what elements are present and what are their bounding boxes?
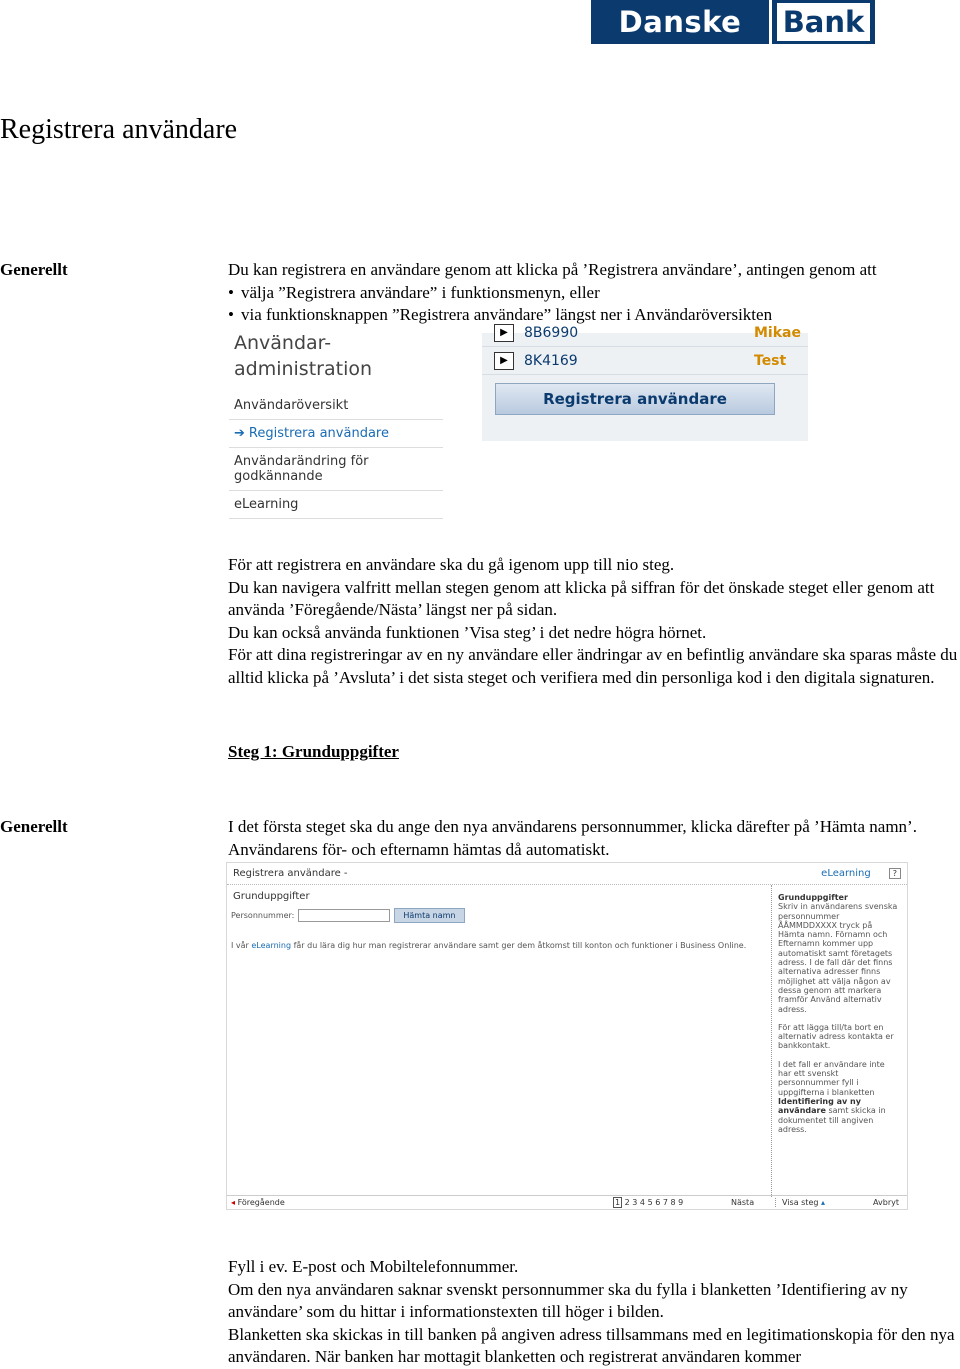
menu-item-elearning[interactable]: eLearning bbox=[229, 491, 443, 519]
section-steps-text: För att registrera en användare ska du gå igenom upp till nio steg. Du kan navigera valfritt mellan stegen genom att klicka på siffran för det önskade steget eller genom att använda ’Föregående/Nästa’ längst ner på sidan. Du kan också använda funktionen ’Visa steg’ i det nedre högra hörnet. För att dina registreringar av en ny användare eller ändringar av en befintlig användare ska sparas måste du alltid klicka på ’Avsluta’ i det sista steget och verifiera med din personliga kod i den digitala signaturen. bbox=[228, 555, 958, 687]
info-elearning-link[interactable]: eLearning bbox=[251, 941, 292, 950]
table-row: ▶ 8B6990 Mikae bbox=[482, 319, 808, 347]
screenshot-user-overview-panel bbox=[482, 324, 808, 441]
menu-item-user-overview[interactable]: Användaröversikt bbox=[229, 392, 443, 420]
step-heading: Steg 1: Grunduppgifter bbox=[228, 742, 399, 761]
screenshot-register-form bbox=[226, 862, 908, 1210]
step-number[interactable]: 5 bbox=[647, 1198, 653, 1207]
step-number[interactable]: 9 bbox=[678, 1198, 684, 1207]
identification-form-link[interactable]: Identifiering av ny användare bbox=[778, 1096, 861, 1116]
chevron-up-icon: ▴ bbox=[820, 1198, 825, 1207]
previous-button[interactable]: ◂ Föregående bbox=[231, 1198, 285, 1207]
form-title: Registrera användare - bbox=[233, 868, 348, 879]
show-steps-button[interactable]: Visa steg ▴ bbox=[775, 1198, 873, 1207]
danske-bank-logo bbox=[591, 0, 875, 44]
step-number[interactable]: 3 bbox=[632, 1198, 638, 1207]
logo-text-bank: Bank bbox=[777, 3, 871, 41]
register-user-button[interactable]: Registrera användare bbox=[495, 383, 775, 415]
step-number[interactable]: 1 bbox=[615, 1198, 621, 1207]
help-icon[interactable]: ? bbox=[889, 868, 901, 879]
play-icon[interactable]: ▶ bbox=[494, 352, 514, 370]
menu-item-user-change-approval[interactable]: Användarändring för godkännande bbox=[229, 448, 443, 491]
form-subtitle: Grunduppgifter bbox=[233, 891, 310, 902]
form-footer bbox=[227, 1195, 907, 1209]
logo-text-danske: Danske bbox=[591, 0, 769, 44]
step-navigation bbox=[613, 1198, 731, 1207]
help-sidebar: Grunduppgifter Skriv in användarens svenska personnummer ÅÅMMDDXXXX tryck på Hämta namn. Förnamn och Efternamn kommer upp automatiskt samt företagets adress. I de fall där det finns alternativa adresser finns möjlighet att välja någon av dessa genom att markera framför Använd alternativ adress. För att lägga till/ta bort en alternativ adress kontakta er bankkontakt. I det fall er användare inte har ett svenskt personnummer fyll i uppgifterna i blanketten Identifiering av ny användare samt skicka in dokumentet till angiven adress. bbox=[771, 885, 905, 1197]
table-row: ▶ 8K4169 Test bbox=[482, 347, 808, 375]
screenshot-function-menu: Användar- administration Användaröversikt ➔ Registrera användare Användarändring för godkännande eLearning bbox=[229, 330, 443, 530]
section-label-general: Generellt bbox=[0, 260, 68, 279]
section-after-text: Fyll i ev. E-post och Mobiltelefonnummer. Om den nya användaren saknar svenskt personnummer ska du fylla i blanketten ’Identifiering av ny användare’ som du hittar i informationstexten till höger i bilden. Blanketten ska skickas in till banken på angiven adress tillsammans med en legitimationskopia för den nya användaren. När banken har mottagit blanketten och registrerat användaren kommer bbox=[228, 1257, 955, 1366]
step-number[interactable]: 4 bbox=[639, 1198, 646, 1207]
play-icon[interactable]: ▶ bbox=[494, 324, 514, 342]
fetch-name-button[interactable]: Hämta namn bbox=[394, 908, 464, 923]
bullet-item: • via funktionsknappen ”Registrera användare” längst ner i Användaröversikten bbox=[228, 305, 773, 324]
elearning-link[interactable]: eLearning bbox=[821, 868, 871, 879]
step-number[interactable]: 2 bbox=[624, 1198, 630, 1207]
step-number[interactable]: 8 bbox=[670, 1198, 676, 1207]
cancel-button[interactable]: Avbryt bbox=[873, 1198, 899, 1207]
section-label-general-2: Generellt bbox=[0, 817, 68, 836]
personnummer-input[interactable] bbox=[298, 909, 390, 922]
menu-item-register-user[interactable]: ➔ Registrera användare bbox=[229, 420, 443, 448]
info-text: I vår eLearning får du lära dig hur man registrerar användare samt ger dem åtkomst till konton och funktioner i Business Online. bbox=[231, 941, 747, 950]
step-number[interactable]: 6 bbox=[655, 1198, 661, 1207]
next-button[interactable]: Nästa bbox=[731, 1198, 755, 1207]
arrow-right-icon: ➔ bbox=[234, 426, 245, 441]
step-number[interactable]: 7 bbox=[662, 1198, 668, 1207]
bullet-item: • välja ”Registrera användare” i funktionsmenyn, eller bbox=[228, 282, 600, 302]
personnummer-label: Personnummer: bbox=[231, 911, 295, 920]
section-step1-text: I det första steget ska du ange den nya användarens personnummer, klicka därefter på ’Hämta namn’. Användarens för- och efternamn hämtas då automatiskt. bbox=[228, 817, 917, 859]
section-general-text: Du kan registrera en användare genom att klicka på ’Registrera användare’, antingen genom att • välja ”Registrera användare” i funktionsmenyn, eller • via funktionsknappen ”Registrera användare” längst ner i Användaröversikten bbox=[228, 259, 958, 327]
arrow-left-icon: ◂ bbox=[231, 1198, 236, 1207]
page-title: Registrera användare bbox=[0, 114, 238, 145]
